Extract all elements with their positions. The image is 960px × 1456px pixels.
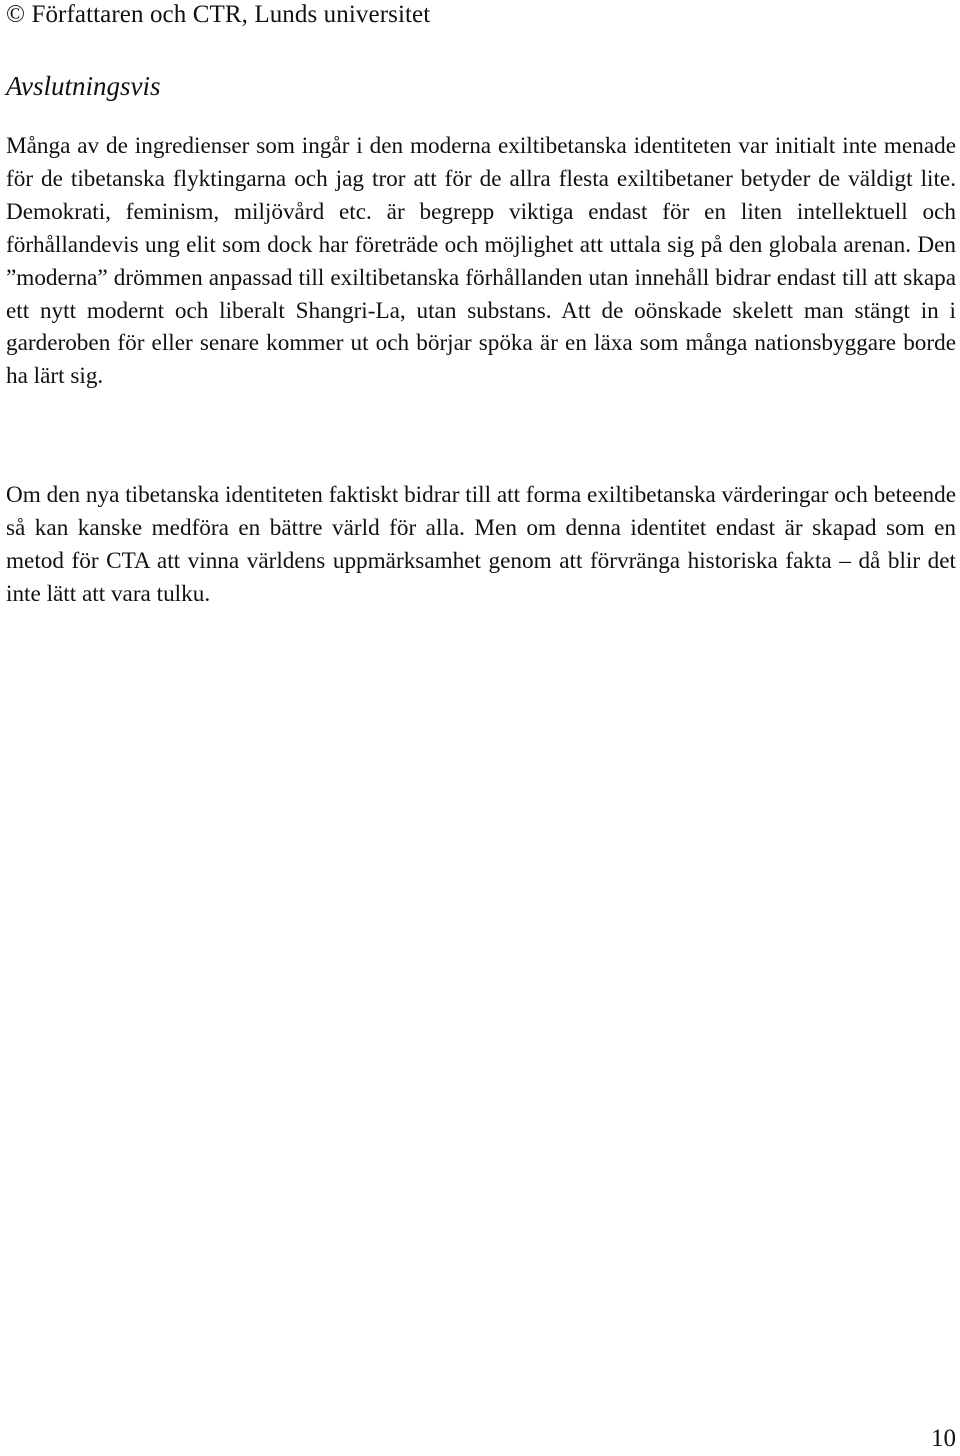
- paragraph-2: Om den nya tibetanska identiteten faktiskt bidrar till att forma exiltibetanska värderingar och beteende så kan kanske medföra en bättre värld för alla. Men om denna identitet endast är skapad som en metod för CTA att vinna världens uppmärksamhet genom att förvränga historiska fakta – då blir det inte lätt att vara tulku.: [6, 482, 956, 607]
- section-heading: Avslutningsvis: [6, 71, 161, 101]
- copyright-header: © Författaren och CTR, Lunds universitet: [6, 1, 431, 28]
- paragraph-1: Många av de ingredienser som ingår i den moderna exiltibetanska identiteten var initialt inte menade för de tibetanska flyktingarna och jag tror att för de allra flesta exiltibetaner betyder de väldigt lite. Demokrati, feminism, miljövård etc. är begrepp viktiga endast för en liten intellektuell och förhållandevis ung elit som dock har företräde och möjlighet att uttala sig på den globala arenan. Den ”moderna” drömmen anpassad till exiltibetanska förhållanden utan innehåll bidrar endast till att skapa ett nytt modernt och liberalt Shangri-La, utan substans. Att de oönskade skelett man stängt in i garderoben för eller senare kommer ut och börjar spöka är en läxa som många nationsbyggare borde ha lärt sig.: [6, 133, 956, 390]
- page-number: 10: [931, 1425, 956, 1452]
